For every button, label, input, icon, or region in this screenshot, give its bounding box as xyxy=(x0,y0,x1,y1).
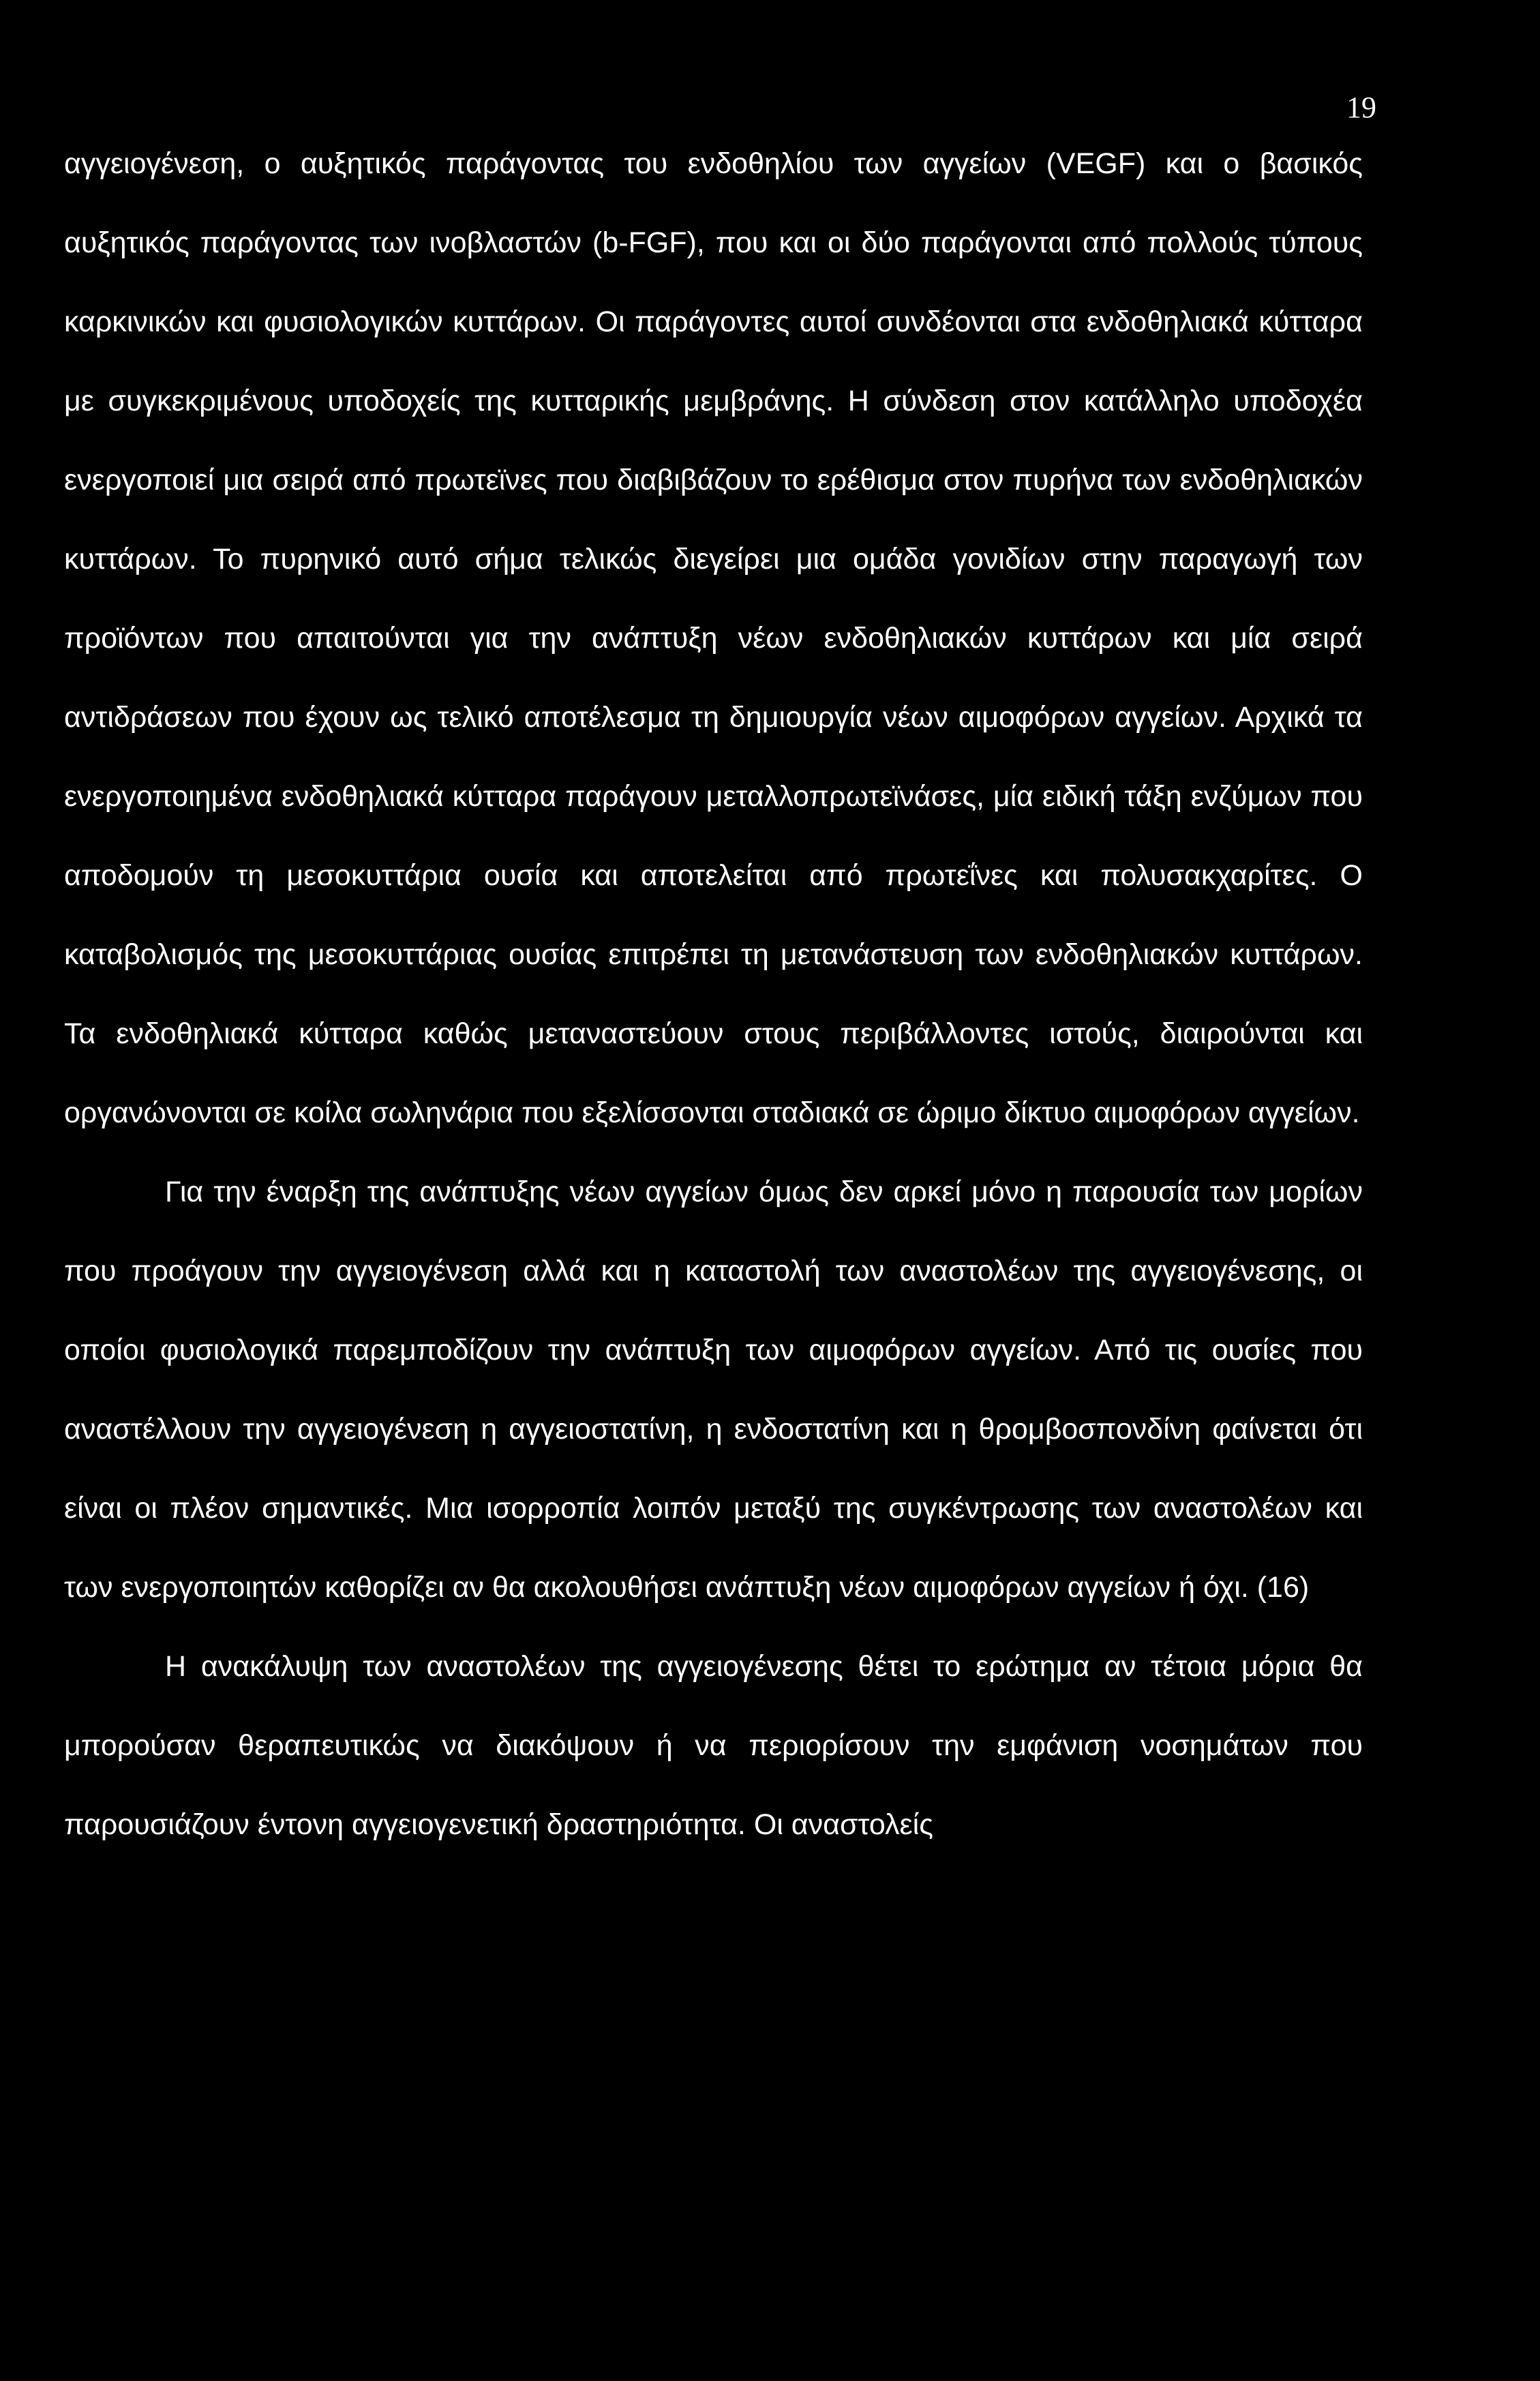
paragraph-angiogenesis-factors: αγγειογένεση, ο αυξητικός παράγοντας του ενδοθηλίου των αγγείων (VEGF) και ο βασικός αυξητικός παράγοντας των ινοβλαστών (b-FGF), που και οι δύο παράγονται από πολλούς τύπους καρκινικών και φυσιολογικών κυττάρων. Οι παράγοντες αυτοί συνδέονται στα ενδοθηλιακά κύτταρα με συγκεκριμένους υποδοχείς της κυτταρικής μεμβράνης. Η σύνδεση στον κατάλληλο υποδοχέα ενεργοποιεί μια σειρά από πρωτεϊνες που διαβιβάζουν το ερέθισμα στον πυρήνα των ενδοθηλιακών κυττάρων. Το πυρηνικό αυτό σήμα τελικώς διεγείρει μια ομάδα γονιδίων στην παραγωγή των προϊόντων που απαιτούνται για την ανάπτυξη νέων ενδοθηλιακών κυττάρων και μία σειρά αντιδράσεων που έχουν ως τελικό αποτέλεσμα τη δημιουργία νέων αιμοφόρων αγγείων. Αρχικά τα ενεργοποιημένα ενδοθηλιακά κύτταρα παράγουν μεταλλοπρωτεϊνάσες, μία ειδική τάξη ενζύμων που αποδομούν τη μεσοκυττάρια ουσία και αποτελείται από πρωτεΐνες και πολυσακχαρίτες. Ο καταβολισμός της μεσοκυττάριας ουσίας επιτρέπει τη μετανάστευση των ενδοθηλιακών κυττάρων. Τα ενδοθηλιακά κύτταρα καθώς μεταναστεύουν στους περιβάλλοντες ιστούς, διαιρούνται και οργανώνονται σε κοίλα σωληνάρια που εξελίσσονται σταδιακά σε ώριμο δίκτυο αιμοφόρων αγγείων. xyxy=(64,147,1363,1129)
paragraph-therapeutic-question: Η ανακάλυψη των αναστολέων της αγγειογένεσης θέτει το ερώτημα αν τέτοια μόρια θα μπορούσαν θεραπευτικώς να διακόψουν ή να περιορίσουν την εμφάνιση νοσημάτων που παρουσιάζουν έντονη αγγειογενετική δραστηριότητα. Οι αναστολείς xyxy=(64,1650,1363,1841)
page-number: 19 xyxy=(1346,91,1376,124)
paragraph-inhibitors-balance: Για την έναρξη της ανάπτυξης νέων αγγείων όμως δεν αρκεί μόνο η παρουσία των μορίων που προάγουν την αγγειογένεση αλλά και η καταστολή των αναστολέων της αγγειογένεσης, οι οποίοι φυσιολογικά παρεμποδίζουν την ανάπτυξη των αιμοφόρων αγγείων. Από τις ουσίες που αναστέλλουν την αγγειογένεση η αγγειοστατίνη, η ενδοστατίνη και η θρομβοσπονδίνη φαίνεται ότι είναι οι πλέον σημαντικές. Μια ισορροπία λοιπόν μεταξύ της συγκέντρωσης των αναστολέων και των ενεργοποιητών καθορίζει αν θα ακολουθήσει ανάπτυξη νέων αιμοφόρων αγγείων ή όχι. (16) xyxy=(64,1175,1363,1604)
body-text xyxy=(64,124,1363,1864)
